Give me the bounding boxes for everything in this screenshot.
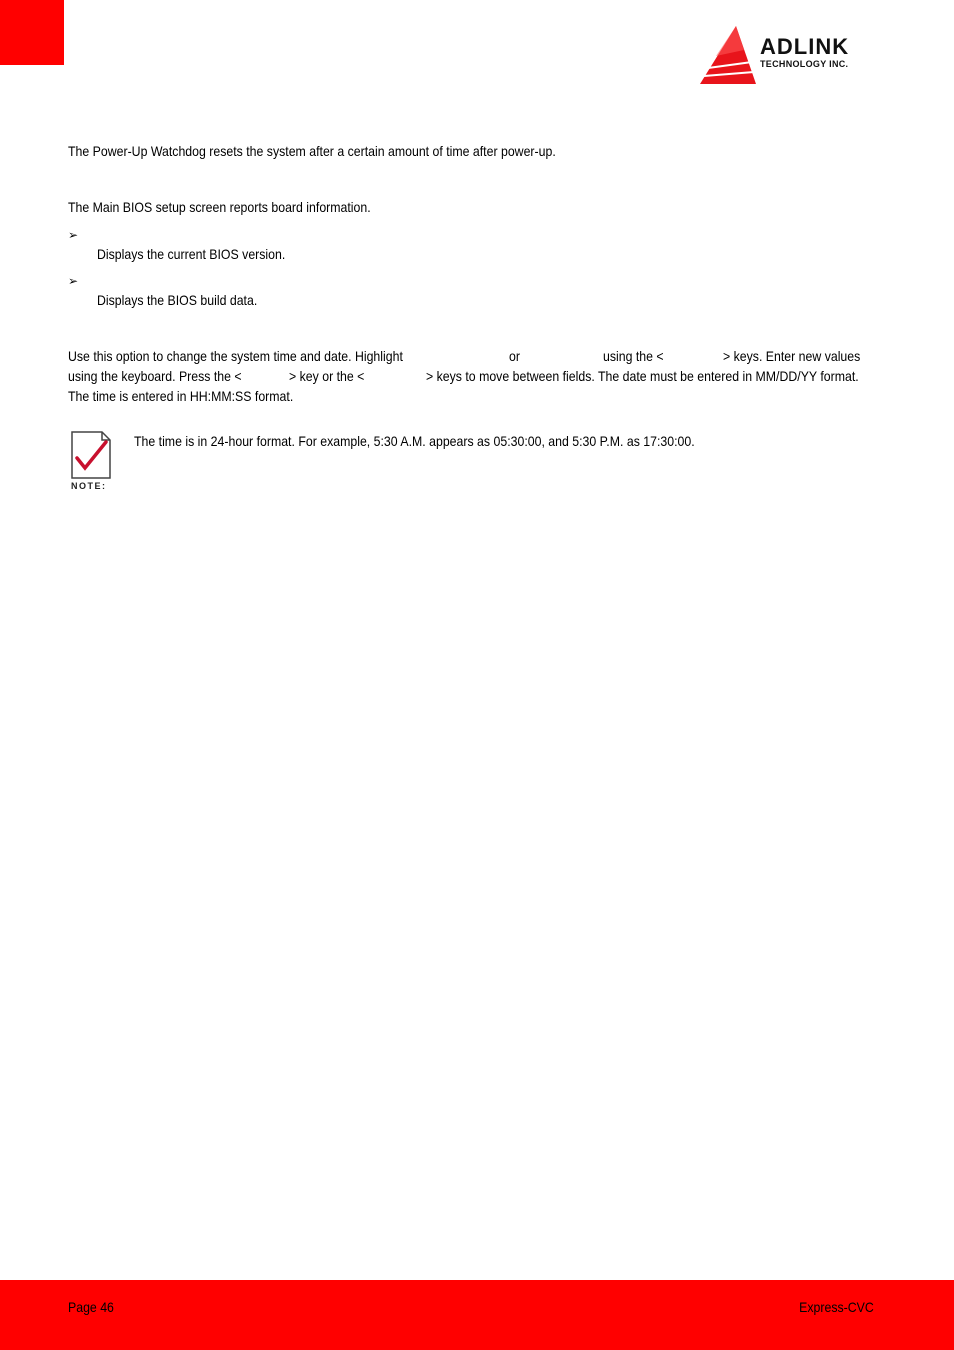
brand-name: ADLINK bbox=[760, 34, 850, 59]
page-number: Page 46 bbox=[68, 1299, 114, 1315]
datetime-line2-b: > key or the < bbox=[289, 368, 365, 384]
main-intro-paragraph: The Main BIOS setup screen reports board information. bbox=[68, 199, 371, 215]
datetime-line3: The time is entered in HH:MM:SS format. bbox=[68, 388, 294, 404]
datetime-line1-a: Use this option to change the system time and date. Highlight bbox=[68, 348, 403, 364]
bullet-arrow-icon: ➢ bbox=[68, 228, 79, 242]
build-date-description: Displays the BIOS build data. bbox=[97, 292, 258, 308]
product-name: Express-CVC bbox=[799, 1299, 874, 1315]
bullet-arrow-icon: ➢ bbox=[68, 274, 79, 288]
note-icon-label: NOTE: bbox=[71, 481, 107, 491]
datetime-line1-b: or bbox=[509, 348, 520, 364]
note-text: The time is in 24-hour format. For example, 5:30 A.M. appears as 05:30:00, and 5:30 P.M. as 17:30:00. bbox=[134, 433, 695, 449]
datetime-line2-c: > keys to move between fields. The date must be entered in MM/DD/YY format. bbox=[426, 368, 859, 384]
watchdog-paragraph: The Power-Up Watchdog resets the system after a certain amount of time after power-up. bbox=[68, 143, 556, 159]
header-red-block bbox=[0, 0, 64, 65]
brand-tagline: TECHNOLOGY INC. bbox=[760, 59, 849, 69]
datetime-line2-a: using the keyboard. Press the < bbox=[68, 368, 242, 384]
logo-triangle-icon bbox=[698, 22, 758, 86]
datetime-line1-c: using the < bbox=[603, 348, 664, 364]
bios-version-description: Displays the current BIOS version. bbox=[97, 246, 286, 262]
datetime-line1-d: > keys. Enter new values bbox=[723, 348, 861, 364]
note-icon bbox=[68, 430, 114, 492]
adlink-logo bbox=[698, 22, 888, 86]
footer-bar bbox=[0, 1280, 954, 1350]
